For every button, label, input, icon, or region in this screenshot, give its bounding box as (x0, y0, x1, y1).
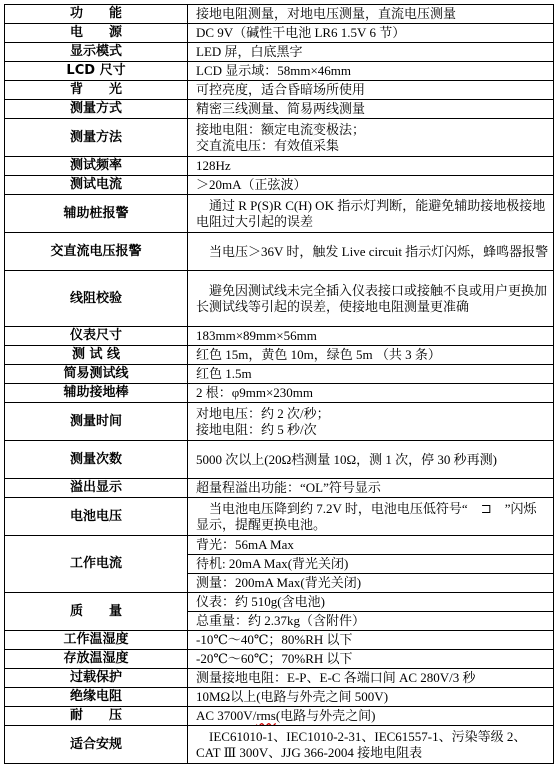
label-measure-time: 测量时间 (5, 403, 188, 441)
value-backlight: 可控亮度，适合昏暗场所使用 (188, 81, 554, 100)
label-function: 功 能 (5, 5, 188, 24)
row-power (5, 24, 554, 43)
value-measure-mode: 精密三线测量、简易两线测量 (188, 100, 554, 119)
value-weight-meter: 仪表：约 510g(含电池) (188, 593, 554, 612)
value-display-mode: LED 屏，白底黑字 (188, 43, 554, 62)
battery-low-icon: ⊐ (480, 500, 492, 516)
label-storage-temp: 存放温湿度 (5, 650, 188, 669)
row-storage-temp (5, 650, 554, 669)
value-function: 接地电阻测量，对地电压测量，直流电压测量 (188, 5, 554, 24)
value-size: 183mm×89mm×56mm (188, 327, 554, 346)
label-test-leads: 测 试 线 (5, 346, 188, 365)
row-work-temp (5, 631, 554, 650)
value-battery-voltage-b: ”闪烁显示，提醒更换电池。 (196, 500, 537, 532)
label-display-mode: 显示模式 (5, 43, 188, 62)
label-insulation: 绝缘电阻 (5, 688, 188, 707)
label-backlight: 背 光 (5, 81, 188, 100)
label-standards: 适合安规 (5, 726, 188, 764)
label-test-frequency: 测试频率 (5, 157, 188, 176)
row-test-frequency (5, 157, 554, 176)
label-measure-mode: 测量方式 (5, 100, 188, 119)
value-measure-method-line-2: 交直流电压：有效值采集 (196, 137, 340, 153)
row-measure-mode (5, 100, 554, 119)
row-aux-rods (5, 384, 554, 403)
value-withstand-a: AC 3700V/ (196, 708, 257, 723)
value-weight-total: 总重量：约 2.37kg（含附件） (188, 612, 554, 631)
value-work-current-measure: 测量：200mA Max(背光关闭) (188, 574, 554, 593)
row-test-current (5, 176, 554, 195)
value-measure-time-line-1: 对地电压：约 2 次/秒； (196, 405, 330, 421)
value-test-leads: 红色 15m，黄色 10m，绿色 5m （共 3 条） (188, 346, 554, 365)
value-lcd-size: LCD 显示域：58mm×46mm (188, 62, 554, 81)
value-measure-time-line-2: 接地电阻：约 5 秒/次 (196, 421, 317, 437)
value-measure-method (188, 119, 554, 157)
value-withstand-b: (电路与外壳之间) (275, 708, 376, 723)
value-aux-alarm: 通过 R P(S)R C(H) OK 指示灯判断，能避免辅助接地极接地电阻过大引起的误差 (188, 195, 554, 233)
row-measure-method (5, 119, 554, 157)
label-size: 仪表尺寸 (5, 327, 188, 346)
row-measure-time (5, 403, 554, 441)
value-overflow: 超量程溢出功能：“OL”符号显示 (188, 479, 554, 498)
value-aux-rods: 2 根：φ9mm×230mm (188, 384, 554, 403)
row-overload (5, 669, 554, 688)
row-insulation (5, 688, 554, 707)
value-withstand (188, 707, 554, 726)
label-overload: 过载保护 (5, 669, 188, 688)
row-aux-alarm (5, 195, 554, 233)
value-measure-method-line-1: 接地电阻：额定电流变极法； (196, 121, 366, 137)
value-measure-count: 5000 次以上(20Ω档测量 10Ω，测 1 次，停 30 秒再测) (188, 441, 554, 479)
row-lcd-size (5, 62, 554, 81)
label-test-current: 测试电流 (5, 176, 188, 195)
label-weight: 质 量 (5, 593, 188, 631)
value-standards: IEC61010-1、IEC1010-2-31、IEC61557-1、污染等级 2、CAT Ⅲ 300V、JJG 366-2004 接地电阻表 (188, 726, 554, 764)
label-work-temp: 工作温湿度 (5, 631, 188, 650)
value-measure-time (188, 403, 554, 441)
row-function (5, 5, 554, 24)
row-test-leads (5, 346, 554, 365)
label-voltage-alarm: 交直流电压报警 (5, 233, 188, 271)
label-withstand: 耐 压 (5, 707, 188, 726)
row-weight-1 (5, 593, 554, 612)
value-battery-voltage-a: 当电池电压降到约 7.2V 时，电池电压低符号“ (196, 500, 481, 516)
value-battery-voltage (188, 498, 554, 536)
row-measure-count (5, 441, 554, 479)
label-lead-check: 线阻校验 (5, 271, 188, 327)
row-voltage-alarm (5, 233, 554, 271)
label-lcd-size: LCD 尺寸 (5, 62, 188, 81)
label-aux-alarm: 辅助桩报警 (5, 195, 188, 233)
value-storage-temp: -20℃～60℃；70%RH 以下 (188, 650, 554, 669)
value-work-current-backlight: 背光：56mA Max (188, 536, 554, 555)
label-power: 电 源 (5, 24, 188, 43)
value-test-current: ＞20mA（正弦波） (188, 176, 554, 195)
label-work-current: 工作电流 (5, 536, 188, 593)
label-measure-count: 测量次数 (5, 441, 188, 479)
label-measure-method: 测量方法 (5, 119, 188, 157)
row-overflow (5, 479, 554, 498)
label-aux-rods: 辅助接地棒 (5, 384, 188, 403)
row-simple-lead (5, 365, 554, 384)
value-voltage-alarm: 当电压＞36V 时，触发 Live circuit 指示灯闪烁，蜂鸣器报警 (188, 233, 554, 271)
value-insulation: 10MΩ以上(电路与外壳之间 500V) (188, 688, 554, 707)
row-battery-voltage (5, 498, 554, 536)
row-work-current-1 (5, 536, 554, 555)
label-simple-lead: 简易测试线 (5, 365, 188, 384)
value-work-temp: -10℃～40℃；80%RH 以下 (188, 631, 554, 650)
value-power: DC 9V（碱性干电池 LR6 1.5V 6 节） (188, 24, 554, 43)
value-lead-check: 避免因测试线未完全插入仪表接口或接触不良或用户更换加长测试线等引起的误差，使接地电阻测量更准确 (188, 271, 554, 327)
value-simple-lead: 红色 1.5m (188, 365, 554, 384)
row-lead-check (5, 271, 554, 327)
spec-table (4, 4, 554, 764)
row-standards (5, 726, 554, 764)
row-display-mode (5, 43, 554, 62)
value-work-current-standby: 待机: 20mA Max(背光关闭) (188, 555, 554, 574)
label-overflow: 溢出显示 (5, 479, 188, 498)
row-size (5, 327, 554, 346)
value-withstand-rms: rms (256, 708, 276, 723)
value-test-frequency: 128Hz (188, 157, 554, 176)
row-backlight (5, 81, 554, 100)
value-overload: 测量接地电阻：E-P、E-C 各端口间 AC 280V/3 秒 (188, 669, 554, 688)
label-battery-voltage: 电池电压 (5, 498, 188, 536)
row-withstand (5, 707, 554, 726)
